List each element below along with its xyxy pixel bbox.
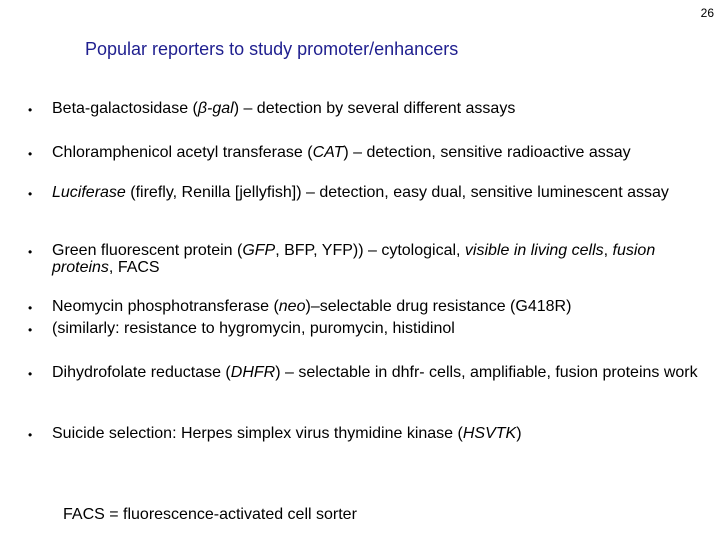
- bullet-marker: •: [28, 323, 33, 337]
- list-item-cat: Chloramphenicol acetyl transferase (CAT) – detection, sensitive radioactive assay: [52, 144, 631, 161]
- list-item-gfp: Green fluorescent protein (GFP, BFP, YFP)) – cytological, visible in living cells, fusion proteins, FACS: [52, 242, 656, 276]
- bullet-marker: •: [28, 147, 33, 161]
- bullet-marker: •: [28, 367, 33, 381]
- list-item-beta-gal: Beta-galactosidase (β-gal) – detection by several different assays: [52, 100, 516, 117]
- bullet-marker: •: [28, 245, 33, 259]
- footnote: FACS = fluorescence-activated cell sorter: [63, 506, 357, 523]
- list-item-dhfr: Dihydrofolate reductase (DHFR) – selectable in dhfr- cells, amplifiable, fusion proteins work: [52, 364, 698, 381]
- bullet-marker: •: [28, 103, 33, 117]
- list-item-hsvtk: Suicide selection: Herpes simplex virus thymidine kinase (HSVTK): [52, 425, 522, 442]
- bullet-marker: •: [28, 301, 33, 315]
- list-item-luciferase: Luciferase (firefly, Renilla [jellyfish]) – detection, easy dual, sensitive luminescent assay: [52, 184, 669, 201]
- bullet-marker: •: [28, 428, 33, 442]
- list-item-similarly: (similarly: resistance to hygromycin, puromycin, histidinol: [52, 320, 455, 337]
- list-item-neo: Neomycin phosphotransferase (neo)–selectable drug resistance (G418R): [52, 298, 572, 315]
- page-number: 26: [700, 6, 714, 20]
- bullet-marker: •: [28, 187, 33, 201]
- slide-title: Popular reporters to study promoter/enhancers: [85, 39, 459, 59]
